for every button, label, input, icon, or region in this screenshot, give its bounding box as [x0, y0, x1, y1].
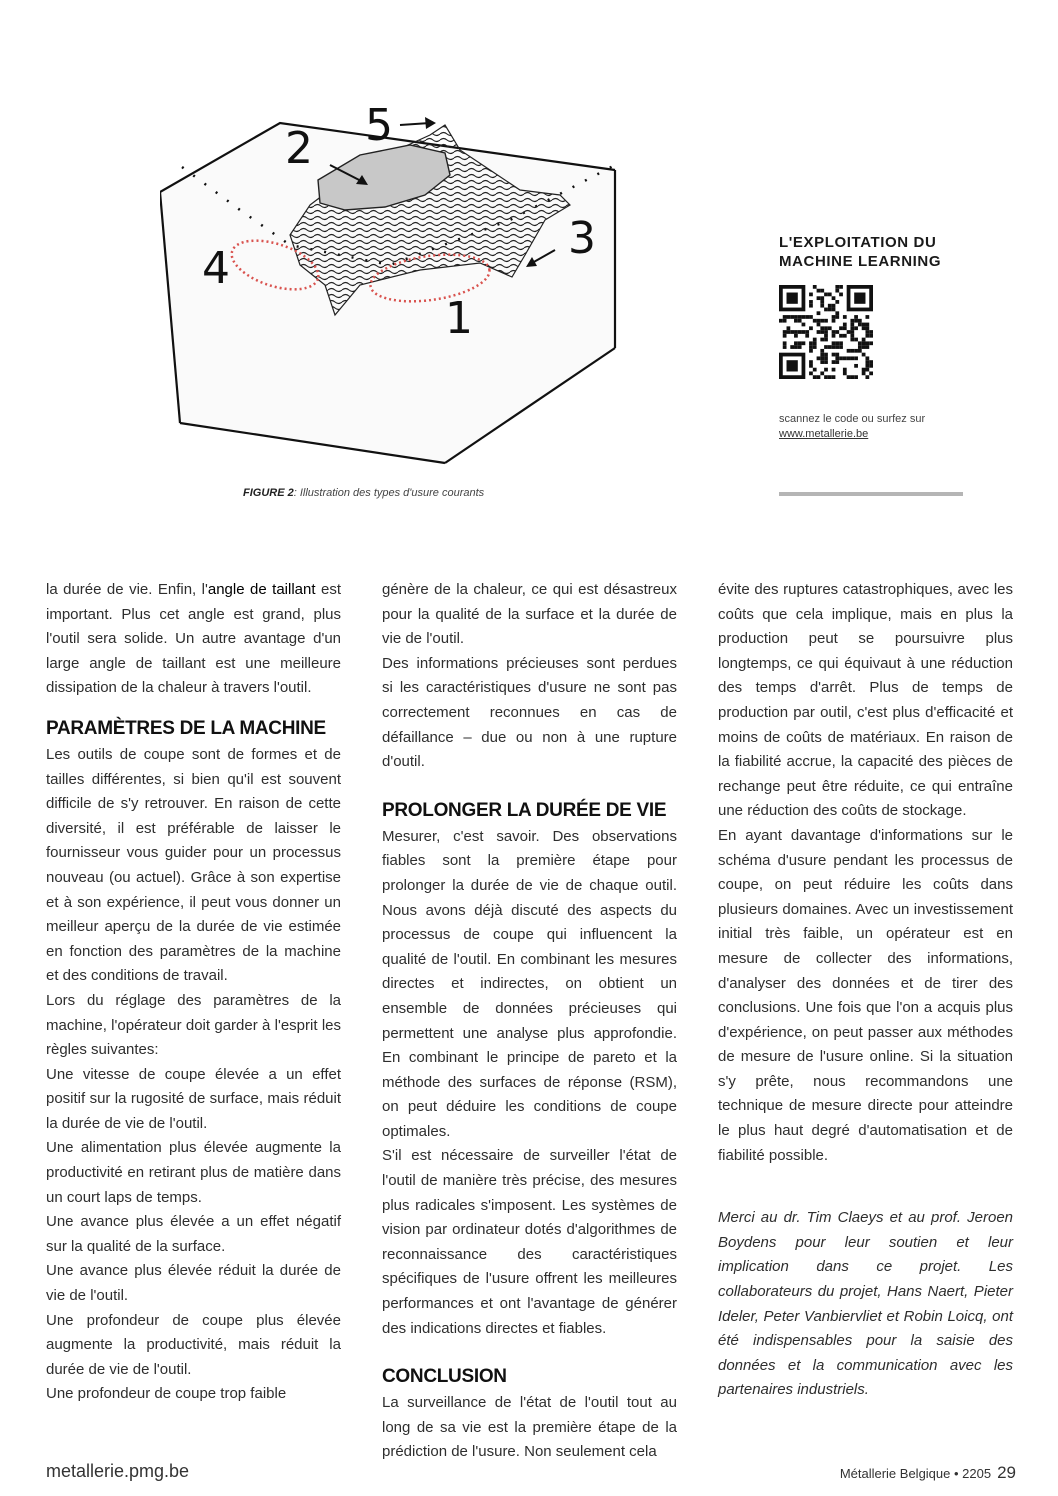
paragraph: La surveillance de l'état de l'outil tout au long de sa vie est la première étape de la prédiction de l'usure. Non seulement cela [382, 1394, 677, 1461]
text-run: la durée de vie. Enfin, l' [46, 581, 208, 598]
section-heading-machine-parameters: PARAMÈTRES DE LA MACHINE [46, 717, 326, 739]
figure-label-5: 5 [365, 100, 393, 151]
text-run: est important. Plus cet angle est grand, plus l'outil sera solide. Un autre avantage d'un large angle de taillant est une meilleure dissipation de la chaleur à travers l'outil. [46, 581, 341, 697]
website-link[interactable]: www.metallerie.be [779, 428, 869, 440]
figure-label-2: 2 [285, 123, 313, 174]
paragraph: Une avance plus élevée a un effet négatif sur la qualité de la surface. [46, 1213, 341, 1255]
section-heading-prolong-life: PROLONGER LA DURÉE DE VIE [382, 799, 667, 821]
sidebar-title-line2: MACHINE LEARNING [779, 253, 942, 270]
acknowledgements: Merci au dr. Tim Claeys et au prof. Jeroen Boydens pour leur soutien et leur implication dans ce projet. Les collaborateurs du projet, Hans Naert, Pieter Ideler, Peter Vanbiervliet et Robin Loicq, ont été indispensables pour la saisie des données et la communication avec les partenaires industriels. [718, 1209, 1013, 1399]
paragraph: évite des ruptures catastrophiques, avec les coûts que cela implique, mais en plus la production peut se poursuivre plus longtemps, ce qui équivaut à une réduction des temps d'arrêt. Plus de temps de production par outil, c'est plus d'efficacité et moins de coûts de matériaux. En raison de la fiabilité accrue, la capacité des pièces de rechange peut être réduite, ce qui entraîne une réduction des coûts de stockage. [718, 581, 1013, 820]
column-3 [718, 578, 1013, 1403]
paragraph [46, 578, 341, 701]
paragraph: Une profondeur de coupe trop faible [46, 1385, 287, 1403]
paragraph: Mesurer, c'est savoir. Des observations fiables sont la première étape pour prolonger la durée de vie de chaque outil. Nous avons déjà discuté des aspects du processus de coupe qui influencent la qualité de l'outil. En combinant les mesures directes et indirectes, on obtient un ensemble de données précieuses qui permettent une analyse plus approfondie. En combinant le principe de pareto et la méthode des surfaces de réponse (RSM), on peut déduire les conditions de coupe optimales. [382, 827, 677, 1140]
column-2 [382, 578, 677, 1465]
paragraph: S'il est nécessaire de surveiller l'état de l'outil de manière très précise, des mesures plus radicales s'imposent. Les systèmes de vision par ordinateur dotés d'algorithmes de reconnaissance des caractéristiques spécifiques de l'usure offrent les meilleures performances et ont l'avantage de générer des indications directes et fiables. [382, 1147, 677, 1337]
footer-site[interactable]: metallerie.pmg.be [46, 1461, 190, 1481]
figure-caption [243, 487, 484, 499]
sidebar-title [779, 233, 979, 271]
scan-text: scannez le code ou surfez sur [779, 413, 926, 425]
paragraph: Les outils de coupe sont de formes et de tailles différentes, si bien qu'il est souvent difficile de s'y retrouver. En raison de cette diversité, il est préférable de laisser le fournisseur vous guider pour un processus nouveau (ou actuel). Grâce à son expertise et à son expérience, il peut vous donner un meilleur aperçu de la durée de vie estimée en fonction des paramètres de la machine et des conditions de travail. [46, 745, 341, 985]
page-number: 29 [997, 1463, 1016, 1482]
paragraph: Des informations précieuses sont perdues si les caractéristiques d'usure ne sont pas correctement reconnues en cas de défaillance – due ou non à une rupture d'outil. [382, 654, 677, 771]
figure-caption-text: : Illustration des types d'usure courants [293, 487, 485, 499]
publication-name: Métallerie Belgique • 2205 [839, 1466, 992, 1481]
sidebar-title-line1: L'EXPLOITATION DU [779, 234, 937, 251]
paragraph: Une avance plus élevée réduit la durée de vie de l'outil. [46, 1262, 341, 1305]
footer-publication [840, 1463, 1016, 1483]
paragraph: Lors du réglage des paramètres de la machine, l'opérateur doit garder à l'esprit les règles suivantes: [46, 991, 341, 1059]
wear-types-illustration [160, 95, 620, 465]
paragraph: En ayant davantage d'informations sur le schéma d'usure pendant les processus de coupe, on peut réduire les coûts dans plusieurs domaines. Avec un investissement initial très faible, un opérateur est en mesure de collecter des informations, d'analyser des données et de tirer des conclusions. Une fois que l'on a acquis plus d'expérience, on peut passer aux méthodes de mesure de l'usure online. Si la situation s'y prête, nous recommandons une technique de mesure directe pour atteindre le plus haut degré d'automatisation et de fiabilité possible. [718, 826, 1013, 1164]
sidebar-divider [779, 492, 963, 496]
paragraph: Une vitesse de coupe élevée a un effet positif sur la rugosité de surface, mais réduit la durée de vie de l'outil. [46, 1065, 341, 1132]
qr-code-icon[interactable] [779, 285, 873, 379]
scan-instructions [779, 412, 925, 442]
highlight-term: angle de taillant [207, 581, 316, 598]
column-1 [46, 578, 341, 1407]
paragraph: Une profondeur de coupe plus élevée augmente la productivité, mais réduit la durée de vie de l'outil. [46, 1311, 341, 1378]
figure-label-1: 1 [445, 293, 473, 344]
figure-label-3: 3 [568, 213, 596, 264]
paragraph: génère de la chaleur, ce qui est désastreux pour la qualité de la surface et la durée de vie de l'outil. [382, 581, 677, 648]
paragraph: Une alimentation plus élevée augmente la productivité en retirant plus de matière dans un court laps de temps. [46, 1139, 341, 1206]
section-heading-conclusion: CONCLUSION [382, 1366, 507, 1388]
figure-caption-label: FIGURE 2 [243, 487, 294, 499]
figure-label-4: 4 [202, 243, 230, 294]
